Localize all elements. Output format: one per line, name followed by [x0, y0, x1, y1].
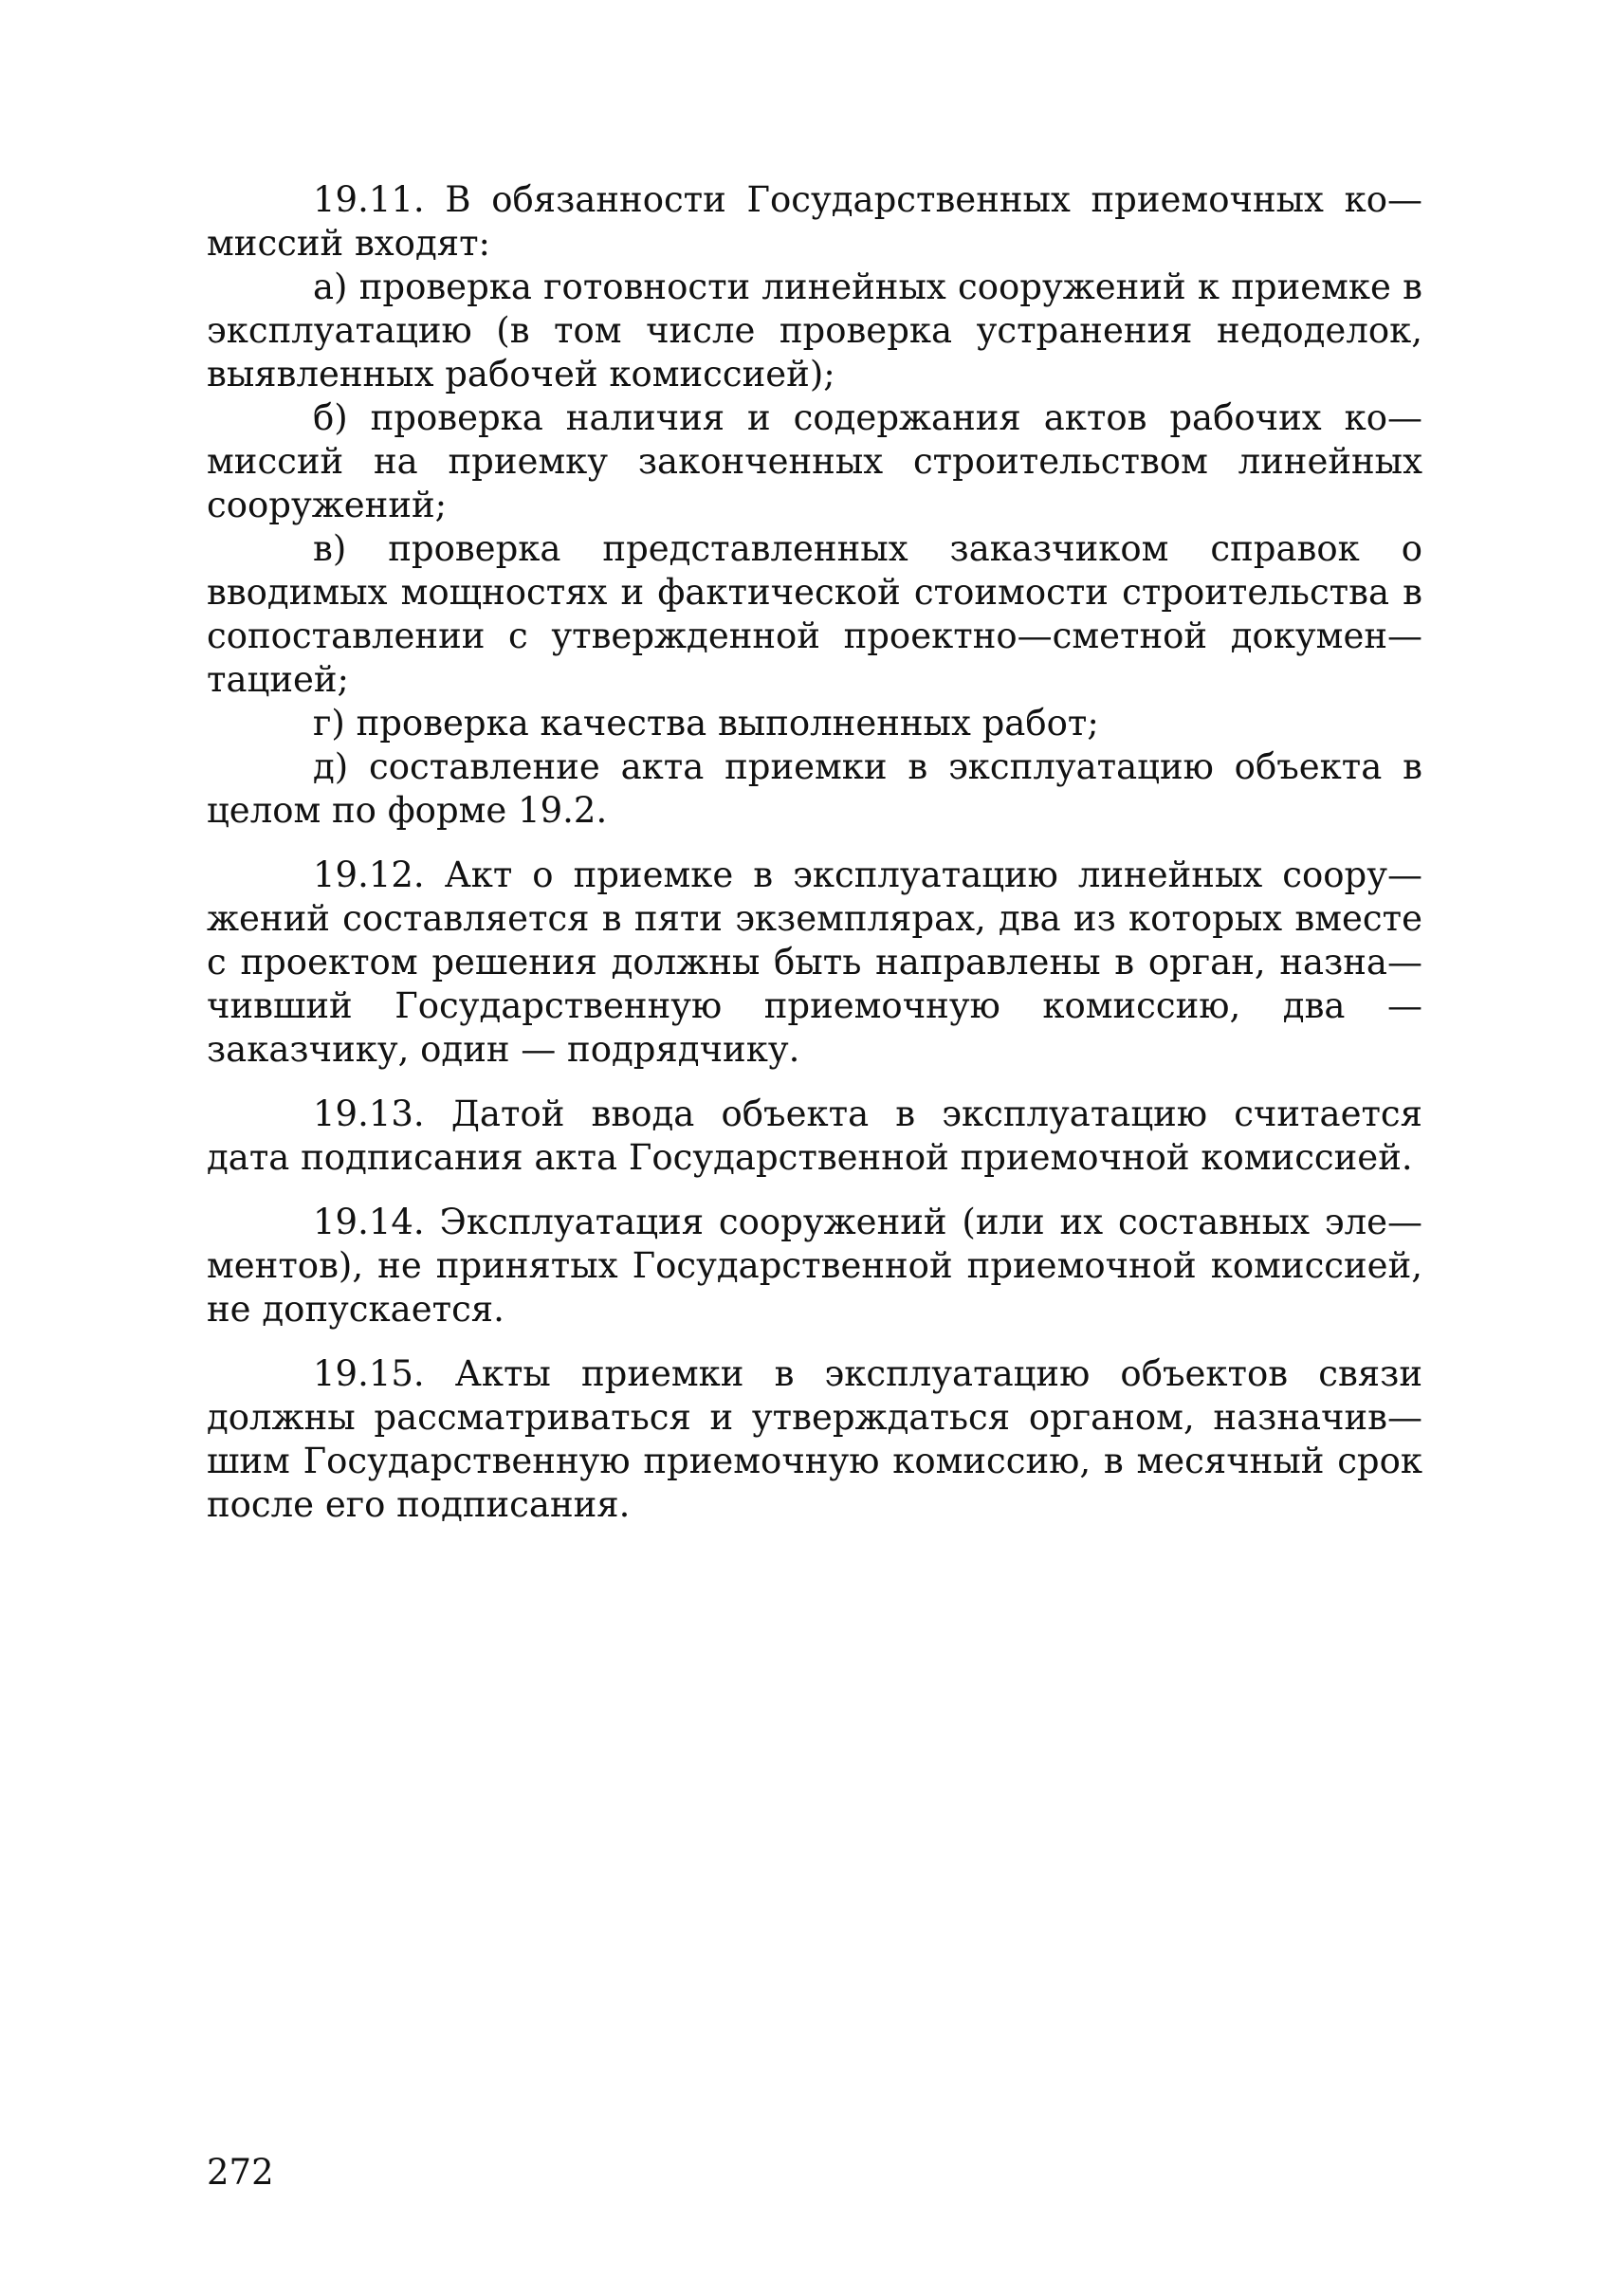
paragraph-spacer — [207, 833, 1422, 854]
paragraph-spacer — [207, 1180, 1422, 1201]
section-19-15: 19.15. Акты приемки в эксплуатацию объектов связи должны рассматриваться и утверждаться органом, назначив— шим Государственную приемочную комиссию, в месячный срок после его подписания. — [207, 1353, 1422, 1525]
paragraph-spacer — [207, 1072, 1422, 1093]
paragraph-spacer — [207, 1332, 1422, 1352]
section-19-11-item-v: в) проверка представленных заказчиком справок о вводимых мощностях и фактической стоимости строительства в сопоставлении с утвержденной проектно—сметной докумен— тацией; — [207, 528, 1422, 700]
section-19-12: 19.12. Акт о приемке в эксплуатацию линейных соору— жений составляется в пяти экземплярах, два из которых вместе с проектом решения должны быть направлены в орган, назна— чивший Государственную приемочную комиссию, два — заказчику, один — подрядчику. — [207, 854, 1422, 1070]
page-number: 272 — [207, 2152, 274, 2193]
section-19-13: 19.13. Датой ввода объекта в эксплуатацию считается дата подписания акта Государственной приемочной комиссией. — [207, 1093, 1422, 1178]
document-body — [207, 178, 1422, 1527]
section-19-14: 19.14. Эксплуатация сооружений (или их составных эле— ментов), не принятых Государственной приемочной комиссией, не допускается. — [207, 1202, 1422, 1330]
section-19-11-item-b: б) проверка наличия и содержания актов рабочих ко— миссий на приемку законченных строительством линейных сооружений; — [207, 397, 1422, 525]
section-19-11-intro: 19.11. В обязанности Государственных приемочных ко— миссий входят: — [207, 179, 1422, 264]
section-19-11-item-g: г) проверка качества выполненных работ; — [313, 703, 1099, 744]
section-19-11-item-a: а) проверка готовности линейных сооружений к приемке в эксплуатацию (в том числе проверка устранения недоделок, выявленных рабочей комиссией); — [207, 266, 1422, 395]
section-19-11-item-d: д) составление акта приемки в эксплуатацию объекта в целом по форме 19.2. — [207, 746, 1422, 831]
